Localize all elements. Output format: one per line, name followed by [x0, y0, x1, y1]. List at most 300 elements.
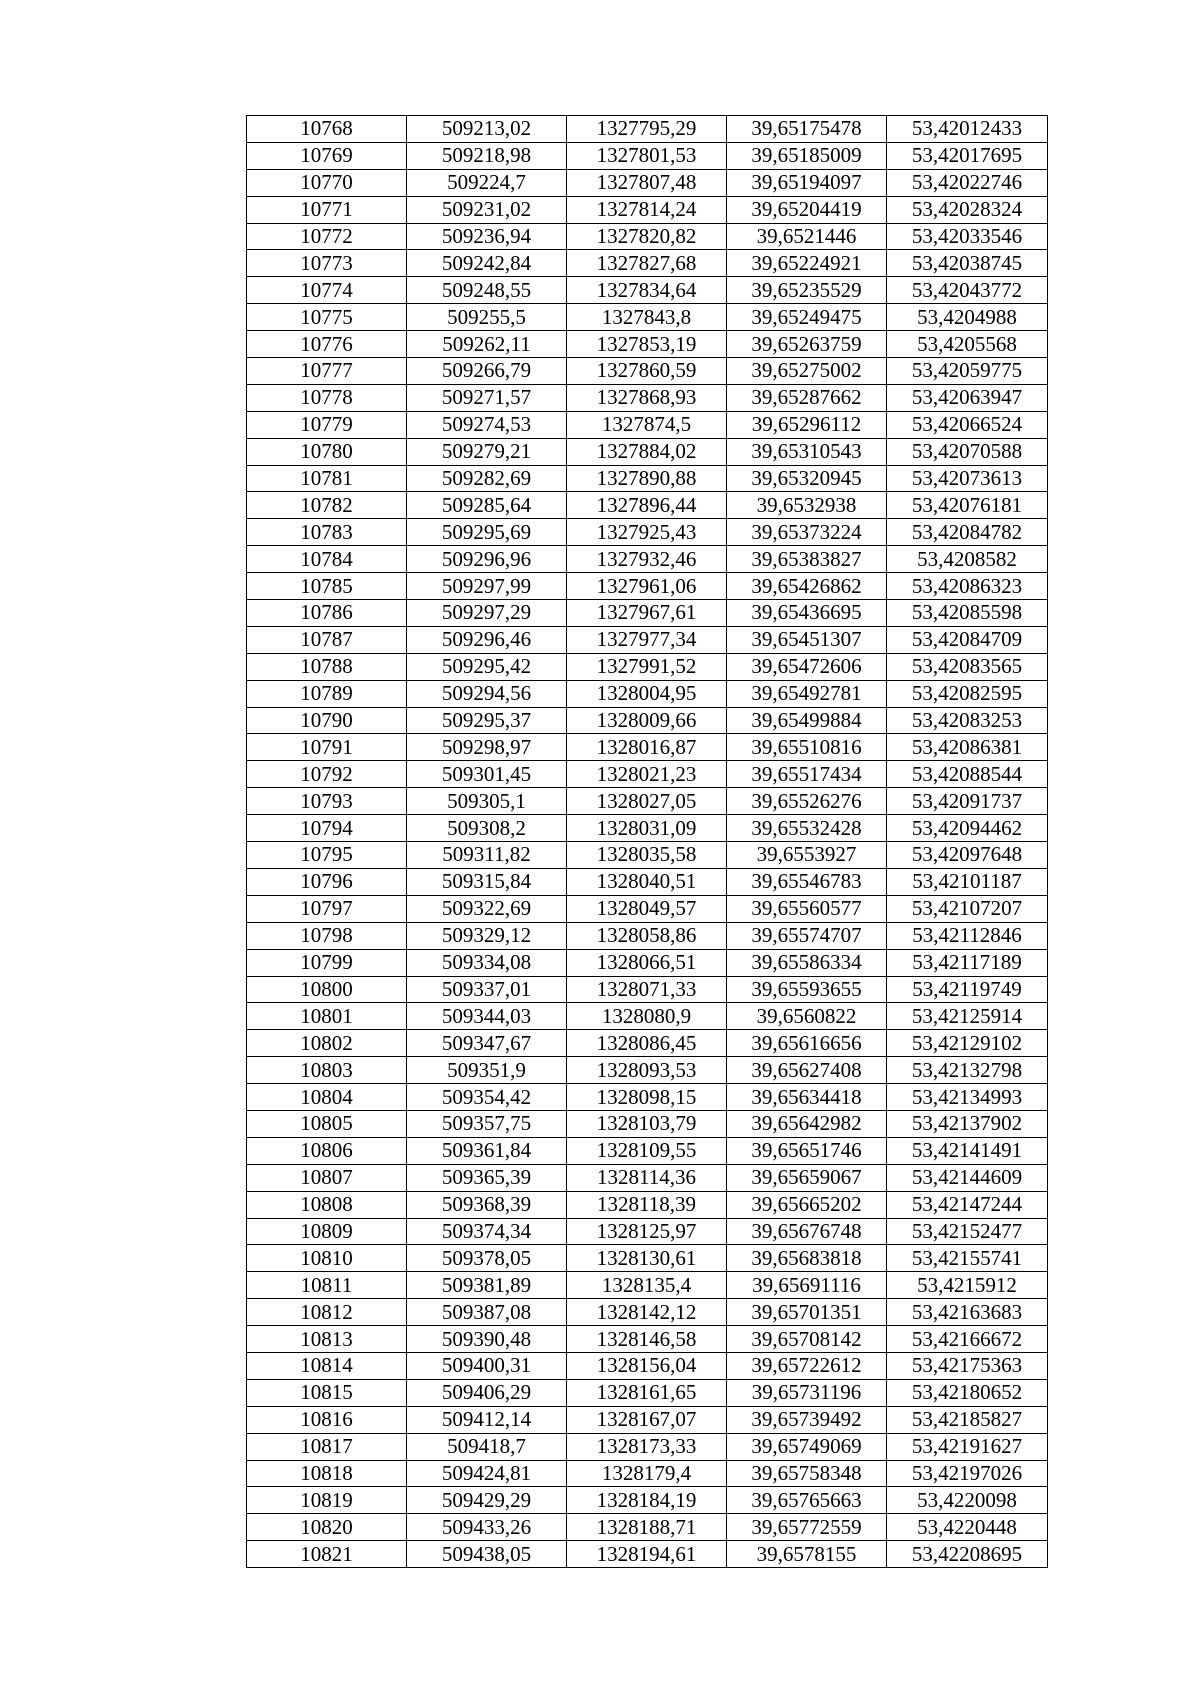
y-coordinate-cell: 1328080,9 [567, 1003, 727, 1030]
longitude-cell: 39,65627408 [727, 1057, 887, 1084]
latitude-cell: 53,42175363 [887, 1352, 1048, 1379]
table-row [247, 465, 1048, 492]
y-coordinate-cell: 1328058,86 [567, 922, 727, 949]
y-coordinate-cell: 1328135,4 [567, 1272, 727, 1299]
table-row [247, 922, 1048, 949]
latitude-cell: 53,42119749 [887, 976, 1048, 1003]
longitude-cell: 39,65426862 [727, 573, 887, 600]
x-coordinate-cell: 509255,5 [407, 304, 567, 331]
point-number-cell: 10805 [247, 1110, 407, 1137]
table-row [247, 1191, 1048, 1218]
y-coordinate-cell: 1328184,19 [567, 1487, 727, 1514]
longitude-cell: 39,65634418 [727, 1084, 887, 1111]
x-coordinate-cell: 509213,02 [407, 116, 567, 143]
x-coordinate-cell: 509295,69 [407, 519, 567, 546]
table-row [247, 1326, 1048, 1353]
table-row [247, 734, 1048, 761]
x-coordinate-cell: 509305,1 [407, 788, 567, 815]
x-coordinate-cell: 509334,08 [407, 949, 567, 976]
x-coordinate-cell: 509301,45 [407, 761, 567, 788]
y-coordinate-cell: 1328114,36 [567, 1164, 727, 1191]
point-number-cell: 10776 [247, 331, 407, 358]
latitude-cell: 53,4204988 [887, 304, 1048, 331]
latitude-cell: 53,42141491 [887, 1137, 1048, 1164]
y-coordinate-cell: 1327890,88 [567, 465, 727, 492]
latitude-cell: 53,42063947 [887, 384, 1048, 411]
y-coordinate-cell: 1327827,68 [567, 250, 727, 277]
latitude-cell: 53,42086323 [887, 573, 1048, 600]
x-coordinate-cell: 509433,26 [407, 1514, 567, 1541]
y-coordinate-cell: 1328188,71 [567, 1514, 727, 1541]
longitude-cell: 39,65275002 [727, 358, 887, 385]
x-coordinate-cell: 509308,2 [407, 815, 567, 842]
latitude-cell: 53,42152477 [887, 1218, 1048, 1245]
x-coordinate-cell: 509429,29 [407, 1487, 567, 1514]
point-number-cell: 10817 [247, 1433, 407, 1460]
longitude-cell: 39,65436695 [727, 600, 887, 627]
point-number-cell: 10812 [247, 1299, 407, 1326]
point-number-cell: 10798 [247, 922, 407, 949]
longitude-cell: 39,65320945 [727, 465, 887, 492]
table-row [247, 895, 1048, 922]
longitude-cell: 39,65560577 [727, 895, 887, 922]
table-row [247, 546, 1048, 573]
latitude-cell: 53,42185827 [887, 1406, 1048, 1433]
longitude-cell: 39,65263759 [727, 331, 887, 358]
longitude-cell: 39,65296112 [727, 411, 887, 438]
y-coordinate-cell: 1327795,29 [567, 116, 727, 143]
longitude-cell: 39,65185009 [727, 142, 887, 169]
table-row [247, 1272, 1048, 1299]
y-coordinate-cell: 1328021,23 [567, 761, 727, 788]
x-coordinate-cell: 509295,42 [407, 653, 567, 680]
latitude-cell: 53,42083565 [887, 653, 1048, 680]
table-row [247, 1406, 1048, 1433]
latitude-cell: 53,42022746 [887, 169, 1048, 196]
table-row [247, 438, 1048, 465]
table-row [247, 223, 1048, 250]
longitude-cell: 39,65665202 [727, 1191, 887, 1218]
table-row [247, 169, 1048, 196]
latitude-cell: 53,42125914 [887, 1003, 1048, 1030]
x-coordinate-cell: 509295,37 [407, 707, 567, 734]
x-coordinate-cell: 509361,84 [407, 1137, 567, 1164]
table-row [247, 1433, 1048, 1460]
table-row [247, 949, 1048, 976]
y-coordinate-cell: 1327801,53 [567, 142, 727, 169]
table-row [247, 868, 1048, 895]
point-number-cell: 10811 [247, 1272, 407, 1299]
x-coordinate-cell: 509387,08 [407, 1299, 567, 1326]
point-number-cell: 10807 [247, 1164, 407, 1191]
y-coordinate-cell: 1327853,19 [567, 331, 727, 358]
latitude-cell: 53,42066524 [887, 411, 1048, 438]
table-row [247, 304, 1048, 331]
point-number-cell: 10795 [247, 842, 407, 869]
x-coordinate-cell: 509279,21 [407, 438, 567, 465]
y-coordinate-cell: 1328027,05 [567, 788, 727, 815]
x-coordinate-cell: 509296,46 [407, 626, 567, 653]
latitude-cell: 53,4205568 [887, 331, 1048, 358]
y-coordinate-cell: 1328049,57 [567, 895, 727, 922]
point-number-cell: 10816 [247, 1406, 407, 1433]
y-coordinate-cell: 1328167,07 [567, 1406, 727, 1433]
longitude-cell: 39,6578155 [727, 1541, 887, 1568]
y-coordinate-cell: 1327843,8 [567, 304, 727, 331]
table-row [247, 573, 1048, 600]
point-number-cell: 10819 [247, 1487, 407, 1514]
table-row [247, 1110, 1048, 1137]
table-row [247, 1030, 1048, 1057]
latitude-cell: 53,42038745 [887, 250, 1048, 277]
x-coordinate-cell: 509298,97 [407, 734, 567, 761]
latitude-cell: 53,42112846 [887, 922, 1048, 949]
latitude-cell: 53,42197026 [887, 1460, 1048, 1487]
longitude-cell: 39,65472606 [727, 653, 887, 680]
longitude-cell: 39,65731196 [727, 1379, 887, 1406]
latitude-cell: 53,42073613 [887, 465, 1048, 492]
latitude-cell: 53,42101187 [887, 868, 1048, 895]
point-number-cell: 10779 [247, 411, 407, 438]
table-row [247, 1352, 1048, 1379]
latitude-cell: 53,42091737 [887, 788, 1048, 815]
latitude-cell: 53,42085598 [887, 600, 1048, 627]
x-coordinate-cell: 509315,84 [407, 868, 567, 895]
x-coordinate-cell: 509365,39 [407, 1164, 567, 1191]
x-coordinate-cell: 509390,48 [407, 1326, 567, 1353]
y-coordinate-cell: 1328031,09 [567, 815, 727, 842]
longitude-cell: 39,65204419 [727, 196, 887, 223]
latitude-cell: 53,42012433 [887, 116, 1048, 143]
table-row [247, 1379, 1048, 1406]
point-number-cell: 10800 [247, 976, 407, 1003]
longitude-cell: 39,6532938 [727, 492, 887, 519]
point-number-cell: 10789 [247, 680, 407, 707]
latitude-cell: 53,42134993 [887, 1084, 1048, 1111]
x-coordinate-cell: 509378,05 [407, 1245, 567, 1272]
x-coordinate-cell: 509438,05 [407, 1541, 567, 1568]
longitude-cell: 39,65683818 [727, 1245, 887, 1272]
y-coordinate-cell: 1327896,44 [567, 492, 727, 519]
longitude-cell: 39,65383827 [727, 546, 887, 573]
table-row [247, 384, 1048, 411]
y-coordinate-cell: 1328142,12 [567, 1299, 727, 1326]
x-coordinate-cell: 509322,69 [407, 895, 567, 922]
latitude-cell: 53,42191627 [887, 1433, 1048, 1460]
latitude-cell: 53,4208582 [887, 546, 1048, 573]
y-coordinate-cell: 1328161,65 [567, 1379, 727, 1406]
point-number-cell: 10791 [247, 734, 407, 761]
longitude-cell: 39,65701351 [727, 1299, 887, 1326]
longitude-cell: 39,65708142 [727, 1326, 887, 1353]
point-number-cell: 10777 [247, 358, 407, 385]
latitude-cell: 53,42129102 [887, 1030, 1048, 1057]
latitude-cell: 53,42084782 [887, 519, 1048, 546]
x-coordinate-cell: 509418,7 [407, 1433, 567, 1460]
table-row [247, 277, 1048, 304]
point-number-cell: 10810 [247, 1245, 407, 1272]
latitude-cell: 53,42028324 [887, 196, 1048, 223]
longitude-cell: 39,65224921 [727, 250, 887, 277]
longitude-cell: 39,6560822 [727, 1003, 887, 1030]
x-coordinate-cell: 509374,34 [407, 1218, 567, 1245]
longitude-cell: 39,65772559 [727, 1514, 887, 1541]
point-number-cell: 10775 [247, 304, 407, 331]
point-number-cell: 10773 [247, 250, 407, 277]
table-row [247, 1137, 1048, 1164]
y-coordinate-cell: 1327807,48 [567, 169, 727, 196]
latitude-cell: 53,42088544 [887, 761, 1048, 788]
point-number-cell: 10821 [247, 1541, 407, 1568]
longitude-cell: 39,65546783 [727, 868, 887, 895]
latitude-cell: 53,42086381 [887, 734, 1048, 761]
table-row [247, 358, 1048, 385]
point-number-cell: 10793 [247, 788, 407, 815]
y-coordinate-cell: 1328156,04 [567, 1352, 727, 1379]
y-coordinate-cell: 1328004,95 [567, 680, 727, 707]
x-coordinate-cell: 509406,29 [407, 1379, 567, 1406]
longitude-cell: 39,65510816 [727, 734, 887, 761]
point-number-cell: 10792 [247, 761, 407, 788]
latitude-cell: 53,42137902 [887, 1110, 1048, 1137]
latitude-cell: 53,42094462 [887, 815, 1048, 842]
y-coordinate-cell: 1328093,53 [567, 1057, 727, 1084]
longitude-cell: 39,65451307 [727, 626, 887, 653]
x-coordinate-cell: 509236,94 [407, 223, 567, 250]
x-coordinate-cell: 509282,69 [407, 465, 567, 492]
point-number-cell: 10809 [247, 1218, 407, 1245]
table-row [247, 653, 1048, 680]
x-coordinate-cell: 509271,57 [407, 384, 567, 411]
y-coordinate-cell: 1328103,79 [567, 1110, 727, 1137]
latitude-cell: 53,42083253 [887, 707, 1048, 734]
latitude-cell: 53,42033546 [887, 223, 1048, 250]
x-coordinate-cell: 509297,29 [407, 600, 567, 627]
x-coordinate-cell: 509412,14 [407, 1406, 567, 1433]
y-coordinate-cell: 1327967,61 [567, 600, 727, 627]
y-coordinate-cell: 1327991,52 [567, 653, 727, 680]
point-number-cell: 10778 [247, 384, 407, 411]
table-row [247, 331, 1048, 358]
y-coordinate-cell: 1327925,43 [567, 519, 727, 546]
point-number-cell: 10786 [247, 600, 407, 627]
point-number-cell: 10820 [247, 1514, 407, 1541]
point-number-cell: 10784 [247, 546, 407, 573]
longitude-cell: 39,65651746 [727, 1137, 887, 1164]
x-coordinate-cell: 509297,99 [407, 573, 567, 600]
point-number-cell: 10772 [247, 223, 407, 250]
point-number-cell: 10783 [247, 519, 407, 546]
longitude-cell: 39,65526276 [727, 788, 887, 815]
x-coordinate-cell: 509248,55 [407, 277, 567, 304]
point-number-cell: 10803 [247, 1057, 407, 1084]
y-coordinate-cell: 1327820,82 [567, 223, 727, 250]
latitude-cell: 53,42097648 [887, 842, 1048, 869]
table-row [247, 1218, 1048, 1245]
longitude-cell: 39,65532428 [727, 815, 887, 842]
x-coordinate-cell: 509381,89 [407, 1272, 567, 1299]
y-coordinate-cell: 1328016,87 [567, 734, 727, 761]
table-row [247, 196, 1048, 223]
longitude-cell: 39,65249475 [727, 304, 887, 331]
y-coordinate-cell: 1328118,39 [567, 1191, 727, 1218]
longitude-cell: 39,6521446 [727, 223, 887, 250]
y-coordinate-cell: 1328035,58 [567, 842, 727, 869]
latitude-cell: 53,4220448 [887, 1514, 1048, 1541]
point-number-cell: 10785 [247, 573, 407, 600]
x-coordinate-cell: 509424,81 [407, 1460, 567, 1487]
latitude-cell: 53,4220098 [887, 1487, 1048, 1514]
point-number-cell: 10814 [247, 1352, 407, 1379]
latitude-cell: 53,42084709 [887, 626, 1048, 653]
latitude-cell: 53,4215912 [887, 1272, 1048, 1299]
longitude-cell: 39,65287662 [727, 384, 887, 411]
y-coordinate-cell: 1327874,5 [567, 411, 727, 438]
longitude-cell: 39,65616656 [727, 1030, 887, 1057]
y-coordinate-cell: 1327884,02 [567, 438, 727, 465]
longitude-cell: 39,65758348 [727, 1460, 887, 1487]
x-coordinate-cell: 509344,03 [407, 1003, 567, 1030]
table-row [247, 761, 1048, 788]
x-coordinate-cell: 509274,53 [407, 411, 567, 438]
longitude-cell: 39,65517434 [727, 761, 887, 788]
point-number-cell: 10815 [247, 1379, 407, 1406]
longitude-cell: 39,65574707 [727, 922, 887, 949]
x-coordinate-cell: 509329,12 [407, 922, 567, 949]
y-coordinate-cell: 1327977,34 [567, 626, 727, 653]
table-row [247, 1164, 1048, 1191]
y-coordinate-cell: 1328066,51 [567, 949, 727, 976]
point-number-cell: 10799 [247, 949, 407, 976]
latitude-cell: 53,42017695 [887, 142, 1048, 169]
table-row [247, 519, 1048, 546]
point-number-cell: 10782 [247, 492, 407, 519]
point-number-cell: 10787 [247, 626, 407, 653]
latitude-cell: 53,42144609 [887, 1164, 1048, 1191]
y-coordinate-cell: 1328009,66 [567, 707, 727, 734]
point-number-cell: 10794 [247, 815, 407, 842]
x-coordinate-cell: 509351,9 [407, 1057, 567, 1084]
latitude-cell: 53,42147244 [887, 1191, 1048, 1218]
latitude-cell: 53,42163683 [887, 1299, 1048, 1326]
y-coordinate-cell: 1327814,24 [567, 196, 727, 223]
x-coordinate-cell: 509218,98 [407, 142, 567, 169]
table-row [247, 976, 1048, 1003]
latitude-cell: 53,42070588 [887, 438, 1048, 465]
y-coordinate-cell: 1327868,93 [567, 384, 727, 411]
coordinate-table-body [247, 116, 1048, 1568]
x-coordinate-cell: 509285,64 [407, 492, 567, 519]
y-coordinate-cell: 1328179,4 [567, 1460, 727, 1487]
longitude-cell: 39,65235529 [727, 277, 887, 304]
longitude-cell: 39,65593655 [727, 976, 887, 1003]
longitude-cell: 39,65676748 [727, 1218, 887, 1245]
y-coordinate-cell: 1327834,64 [567, 277, 727, 304]
longitude-cell: 39,65749069 [727, 1433, 887, 1460]
y-coordinate-cell: 1328130,61 [567, 1245, 727, 1272]
point-number-cell: 10790 [247, 707, 407, 734]
latitude-cell: 53,42155741 [887, 1245, 1048, 1272]
x-coordinate-cell: 509242,84 [407, 250, 567, 277]
table-row [247, 788, 1048, 815]
table-row [247, 1084, 1048, 1111]
latitude-cell: 53,42082595 [887, 680, 1048, 707]
longitude-cell: 39,65642982 [727, 1110, 887, 1137]
point-number-cell: 10804 [247, 1084, 407, 1111]
y-coordinate-cell: 1328109,55 [567, 1137, 727, 1164]
x-coordinate-cell: 509224,7 [407, 169, 567, 196]
latitude-cell: 53,42180652 [887, 1379, 1048, 1406]
y-coordinate-cell: 1327932,46 [567, 546, 727, 573]
table-row [247, 707, 1048, 734]
y-coordinate-cell: 1328040,51 [567, 868, 727, 895]
x-coordinate-cell: 509347,67 [407, 1030, 567, 1057]
table-row [247, 1514, 1048, 1541]
point-number-cell: 10813 [247, 1326, 407, 1353]
y-coordinate-cell: 1328173,33 [567, 1433, 727, 1460]
y-coordinate-cell: 1327961,06 [567, 573, 727, 600]
latitude-cell: 53,42059775 [887, 358, 1048, 385]
point-number-cell: 10806 [247, 1137, 407, 1164]
table-row [247, 815, 1048, 842]
latitude-cell: 53,42117189 [887, 949, 1048, 976]
table-row [247, 680, 1048, 707]
table-row [247, 142, 1048, 169]
longitude-cell: 39,65194097 [727, 169, 887, 196]
table-row [247, 1460, 1048, 1487]
x-coordinate-cell: 509266,79 [407, 358, 567, 385]
point-number-cell: 10802 [247, 1030, 407, 1057]
longitude-cell: 39,65175478 [727, 116, 887, 143]
point-number-cell: 10780 [247, 438, 407, 465]
y-coordinate-cell: 1328098,15 [567, 1084, 727, 1111]
longitude-cell: 39,65586334 [727, 949, 887, 976]
table-row [247, 1003, 1048, 1030]
point-number-cell: 10788 [247, 653, 407, 680]
point-number-cell: 10808 [247, 1191, 407, 1218]
table-row [247, 600, 1048, 627]
table-row [247, 116, 1048, 143]
x-coordinate-cell: 509296,96 [407, 546, 567, 573]
longitude-cell: 39,6553927 [727, 842, 887, 869]
longitude-cell: 39,65499884 [727, 707, 887, 734]
latitude-cell: 53,42132798 [887, 1057, 1048, 1084]
point-number-cell: 10771 [247, 196, 407, 223]
point-number-cell: 10769 [247, 142, 407, 169]
table-row [247, 250, 1048, 277]
x-coordinate-cell: 509368,39 [407, 1191, 567, 1218]
table-row [247, 411, 1048, 438]
longitude-cell: 39,65739492 [727, 1406, 887, 1433]
longitude-cell: 39,65492781 [727, 680, 887, 707]
point-number-cell: 10796 [247, 868, 407, 895]
point-number-cell: 10797 [247, 895, 407, 922]
longitude-cell: 39,65310543 [727, 438, 887, 465]
longitude-cell: 39,65373224 [727, 519, 887, 546]
longitude-cell: 39,65765663 [727, 1487, 887, 1514]
table-row [247, 1299, 1048, 1326]
table-row [247, 492, 1048, 519]
point-number-cell: 10770 [247, 169, 407, 196]
x-coordinate-cell: 509337,01 [407, 976, 567, 1003]
point-number-cell: 10781 [247, 465, 407, 492]
y-coordinate-cell: 1328194,61 [567, 1541, 727, 1568]
y-coordinate-cell: 1327860,59 [567, 358, 727, 385]
y-coordinate-cell: 1328146,58 [567, 1326, 727, 1353]
longitude-cell: 39,65691116 [727, 1272, 887, 1299]
point-number-cell: 10774 [247, 277, 407, 304]
x-coordinate-cell: 509294,56 [407, 680, 567, 707]
